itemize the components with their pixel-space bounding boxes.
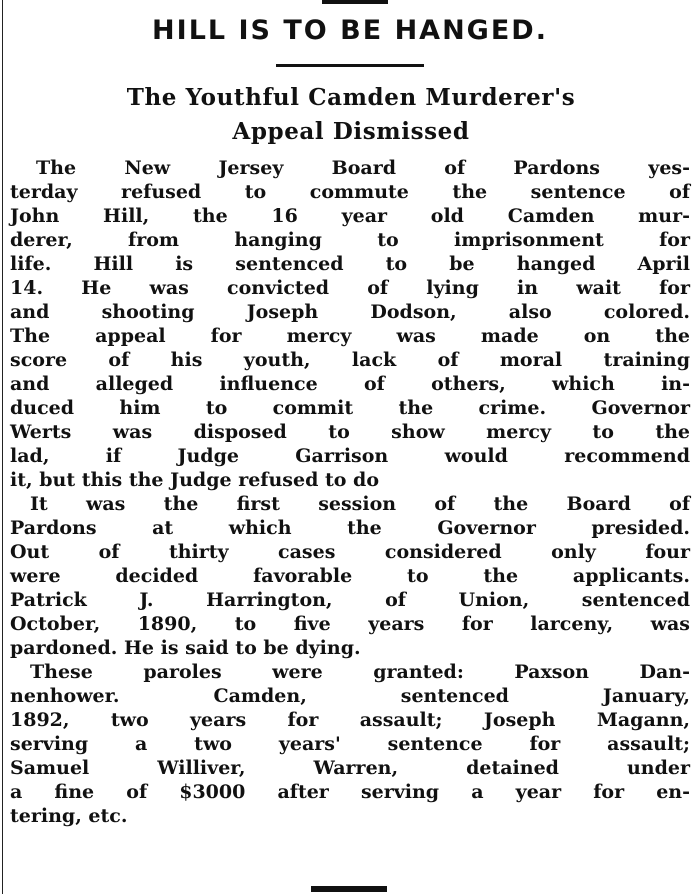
body-line: It was the first session of the Board of — [30, 493, 690, 515]
body-line: lad, if Judge Garrison would recommend — [10, 445, 690, 467]
body-line: were decided favorable to the applicants. — [10, 565, 690, 587]
body-line: John Hill, the 16 year old Camden mur- — [10, 205, 690, 227]
body-line: pardoned. He is said to be dying. — [10, 637, 361, 659]
body-line: serving a two years' sentence for assault; — [10, 733, 690, 755]
body-line: These paroles were granted: Paxson Dan- — [30, 661, 690, 683]
body-line: tering, etc. — [10, 805, 128, 827]
body-line: a fine of $3000 after serving a year for en- — [10, 781, 690, 803]
column-border-rule — [2, 0, 3, 894]
subheadline-line-1: The Youthful Camden Murderer's — [126, 84, 576, 111]
subheadline-line-2: Appeal Dismissed — [232, 118, 470, 145]
body-line: derer, from hanging to imprisonment for — [10, 229, 690, 251]
body-line: Out of thirty cases considered only four — [10, 541, 690, 563]
body-line: The New Jersey Board of Pardons yes- — [36, 157, 690, 179]
top-separator-rule — [322, 0, 388, 4]
body-line: Samuel Williver, Warren, detained under — [10, 757, 690, 779]
body-line: score of his youth, lack of moral training — [10, 349, 690, 371]
body-line: The appeal for mercy was made on the — [10, 325, 690, 347]
body-line: 1892, two years for assault; Joseph Magann, — [10, 709, 690, 731]
body-line: October, 1890, to five years for larceny, was — [10, 613, 690, 635]
body-line: it, but this the Judge refused to do — [10, 469, 379, 491]
body-line: life. Hill is sentenced to be hanged April — [10, 253, 690, 275]
body-line: 14. He was convicted of lying in wait for — [10, 277, 690, 299]
body-line: duced him to commit the crime. Governor — [10, 397, 690, 419]
body-line: Patrick J. Harrington, of Union, sentenced — [10, 589, 690, 611]
body-line: and shooting Joseph Dodson, also colored. — [10, 301, 690, 323]
headline: HILL IS TO BE HANGED. — [152, 15, 548, 46]
bottom-separator-rule — [311, 886, 387, 892]
body-line: Pardons at which the Governor presided. — [10, 517, 690, 539]
body-line: terday refused to commute the sentence of — [10, 181, 690, 203]
headline-separator-rule — [276, 64, 424, 67]
body-line: Werts was disposed to show mercy to the — [10, 421, 690, 443]
body-line: nenhower. Camden, sentenced January, — [10, 685, 690, 707]
body-line: and alleged influence of others, which in- — [10, 373, 690, 395]
